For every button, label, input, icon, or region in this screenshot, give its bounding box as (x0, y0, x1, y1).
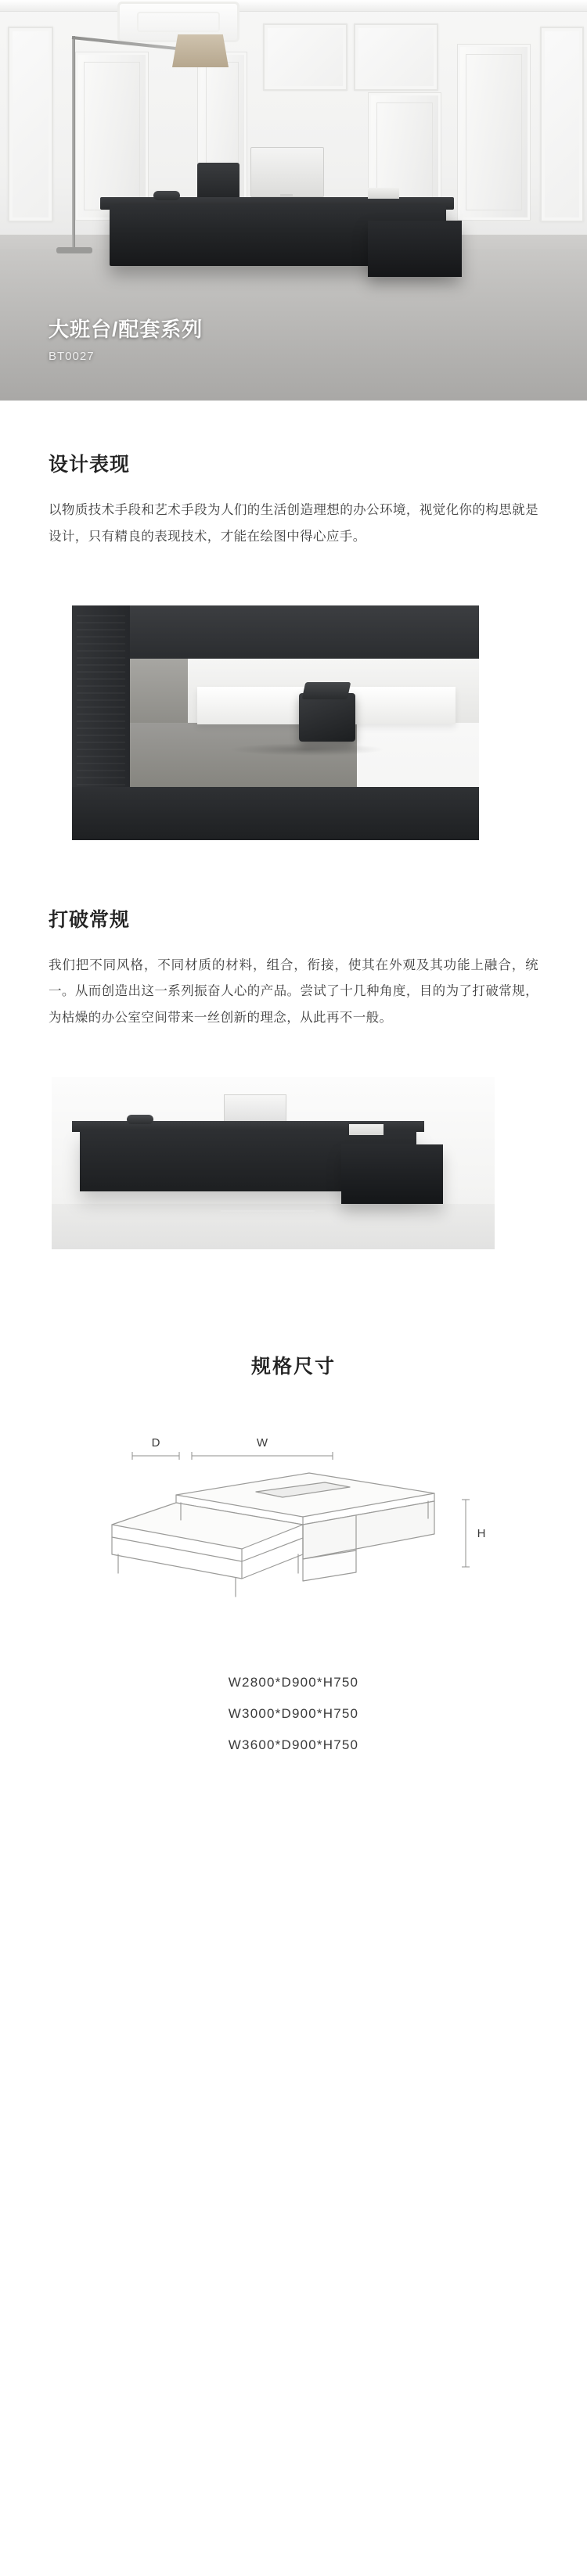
product-image-front-view (52, 1077, 495, 1249)
floor-lamp-base (56, 247, 92, 253)
ceiling-moulding (0, 0, 587, 12)
office-chair (197, 163, 239, 200)
spec-label-height: H (477, 1527, 486, 1541)
grey-panel-upper (130, 659, 188, 724)
desk-accessory (127, 1115, 153, 1124)
wall-panel (540, 27, 584, 222)
drop-shadow (229, 743, 385, 756)
desk-paper-tray (349, 1124, 384, 1135)
section-break-convention (0, 848, 587, 1032)
spec-label-width: W (256, 1436, 268, 1450)
section-design (0, 401, 587, 551)
section-break-title: 打破常规 (49, 908, 131, 931)
product-image-front-view-wrap (0, 1077, 587, 1257)
wall-panel (354, 23, 438, 91)
floor-lamp-pole (72, 36, 75, 252)
desk-accessory (153, 191, 180, 200)
wall-panel (263, 23, 348, 91)
section-design-body: 以物质技术手段和艺术手段为人们的生活创造理想的办公环境，视觉化你的构思就是设计，只有精良的表现技术，才能在绘图中得心应手。 (49, 503, 538, 544)
hero-banner (0, 0, 587, 401)
desk-front-panel (72, 787, 479, 840)
spec-size-item: W2800*D900*H750 (228, 1675, 359, 1690)
spec-size-list (0, 1667, 587, 1823)
office-chair (299, 693, 355, 742)
spec-label-depth: D (151, 1436, 160, 1450)
wall-panel (8, 27, 53, 222)
floor-lamp-shade (172, 34, 229, 67)
spec-size-item: W3000*D900*H750 (228, 1706, 359, 1721)
section-design-title: 设计表现 (49, 454, 131, 476)
desk-paper-tray (368, 188, 399, 199)
spec-line-drawing (74, 1428, 513, 1608)
desk-back-panel (72, 605, 479, 659)
product-image-top-view-wrap (0, 605, 587, 848)
hero-caption (49, 317, 203, 363)
desk-side-cabinet (341, 1144, 443, 1204)
spec-size-item: W3600*D900*H750 (228, 1737, 359, 1752)
section-break-body: 我们把不同风格，不同材质的材料，组合，衔接，使其在外观及其功能上融合，统一。从而创造出这一系列振奋人心的产品。尝试了十几种角度，目的为了打破常规，为枯燥的办公室空间带来一丝创新的理念，从此再不一般。 (49, 957, 538, 1026)
wall-door (75, 52, 149, 221)
spec-section-title: 规格尺寸 (250, 1356, 336, 1378)
product-image-top-view (72, 605, 479, 840)
desk-side-cabinet (368, 221, 462, 277)
product-title: 大班台/配套系列 (49, 318, 203, 342)
monitor (250, 147, 324, 197)
desk-seam-line (221, 1210, 315, 1212)
wall-door (457, 44, 531, 221)
product-code: BT0027 (49, 350, 95, 363)
